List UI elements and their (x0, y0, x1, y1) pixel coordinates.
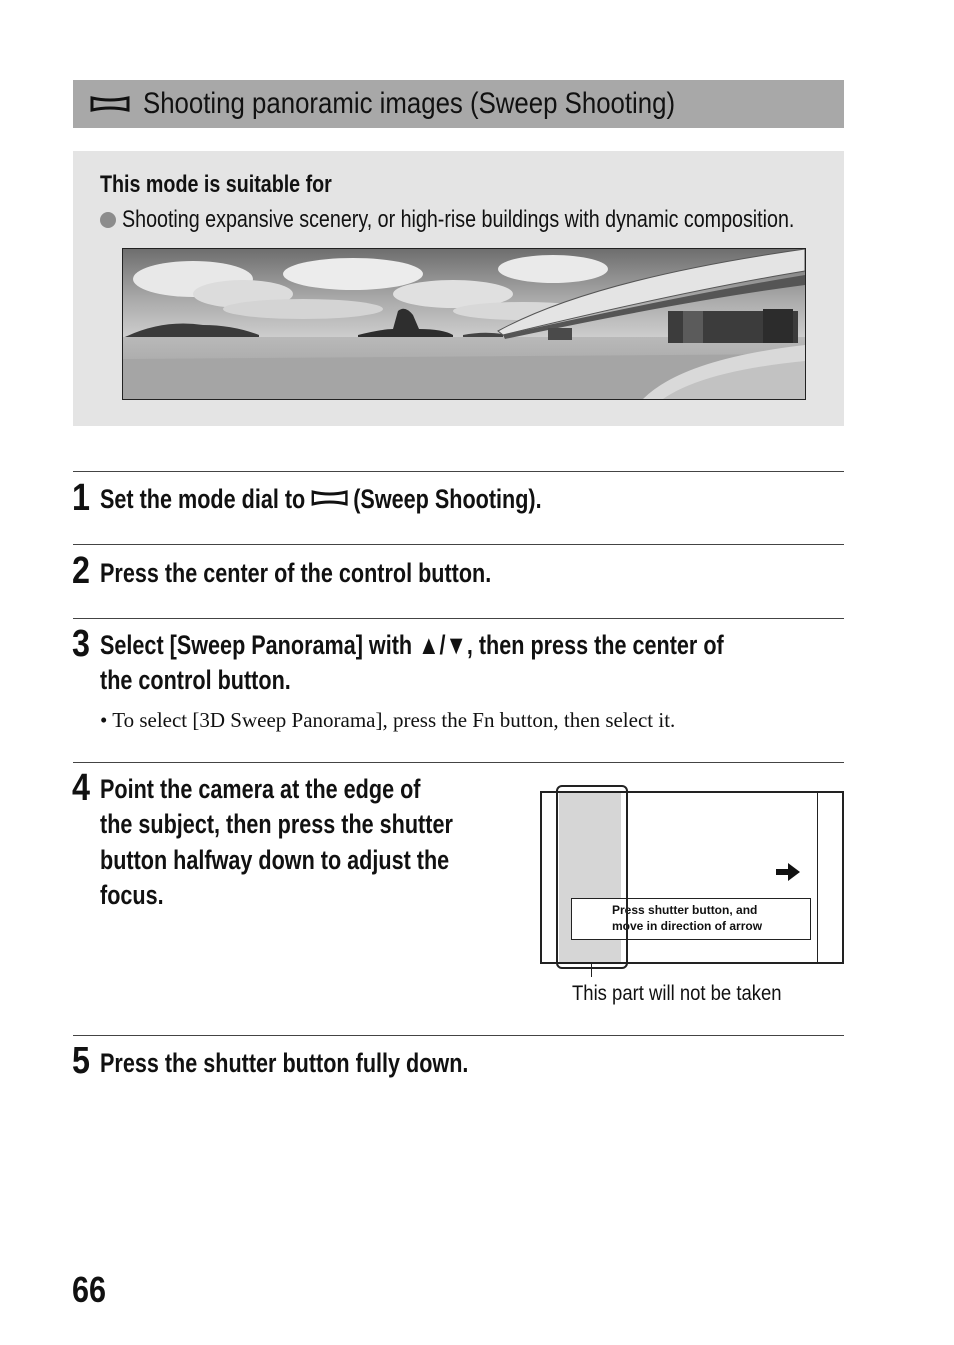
step-5-text: Press the shutter button fully down. (100, 1048, 469, 1078)
sweep-panorama-icon (310, 483, 348, 518)
divider (73, 471, 844, 472)
divider (73, 762, 844, 763)
step-number: 2 (72, 550, 90, 592)
step-4-text-line3: button halfway down to adjust the (100, 845, 450, 875)
suitable-for-heading: This mode is suitable for (100, 171, 332, 198)
sweep-panorama-icon (89, 94, 131, 119)
section-title: Shooting panoramic images (Sweep Shooting) (143, 87, 676, 120)
step-3-text-line2: the control button. (100, 665, 291, 695)
page-number: 66 (72, 1269, 107, 1310)
step-4-text-line1: Point the camera at the edge of (100, 774, 421, 804)
step-number: 4 (72, 767, 90, 809)
callout-line (591, 963, 592, 977)
step-2-text: Press the center of the control button. (100, 558, 492, 588)
step-number: 3 (72, 623, 90, 665)
divider (73, 544, 844, 545)
right-arrow-icon (774, 860, 802, 889)
screen-message-line2: move in direction of arrow (612, 919, 763, 933)
screen-right-margin-line (817, 793, 818, 962)
step-4-text-line2: the subject, then press the shutter (100, 809, 453, 839)
screen-message-line1: Press shutter button, and (612, 903, 758, 917)
suitable-for-box (73, 151, 844, 426)
panorama-photo (122, 248, 806, 400)
step-1-text-before: Set the mode dial to (100, 484, 306, 514)
step-1-text (100, 482, 542, 518)
step-3-text-line1: Select [Sweep Panorama] with ▲/▼, then press the center of (100, 630, 724, 660)
step-3-note: • To select [3D Sweep Panorama], press the Fn button, then select it. (100, 708, 676, 732)
step-4-text-line4: focus. (100, 880, 164, 910)
step-number: 1 (72, 477, 90, 519)
excluded-area-bracket (556, 785, 628, 969)
diagram-caption: This part will not be taken (572, 982, 782, 1005)
suitable-for-item: Shooting expansive scenery, or high-rise buildings with dynamic composition. (122, 206, 795, 233)
divider (73, 618, 844, 619)
section-header (73, 80, 844, 128)
step-1-text-after: (Sweep Shooting). (353, 484, 542, 514)
bullet-icon (100, 212, 116, 228)
divider (73, 1035, 844, 1036)
step-number: 5 (72, 1040, 90, 1082)
